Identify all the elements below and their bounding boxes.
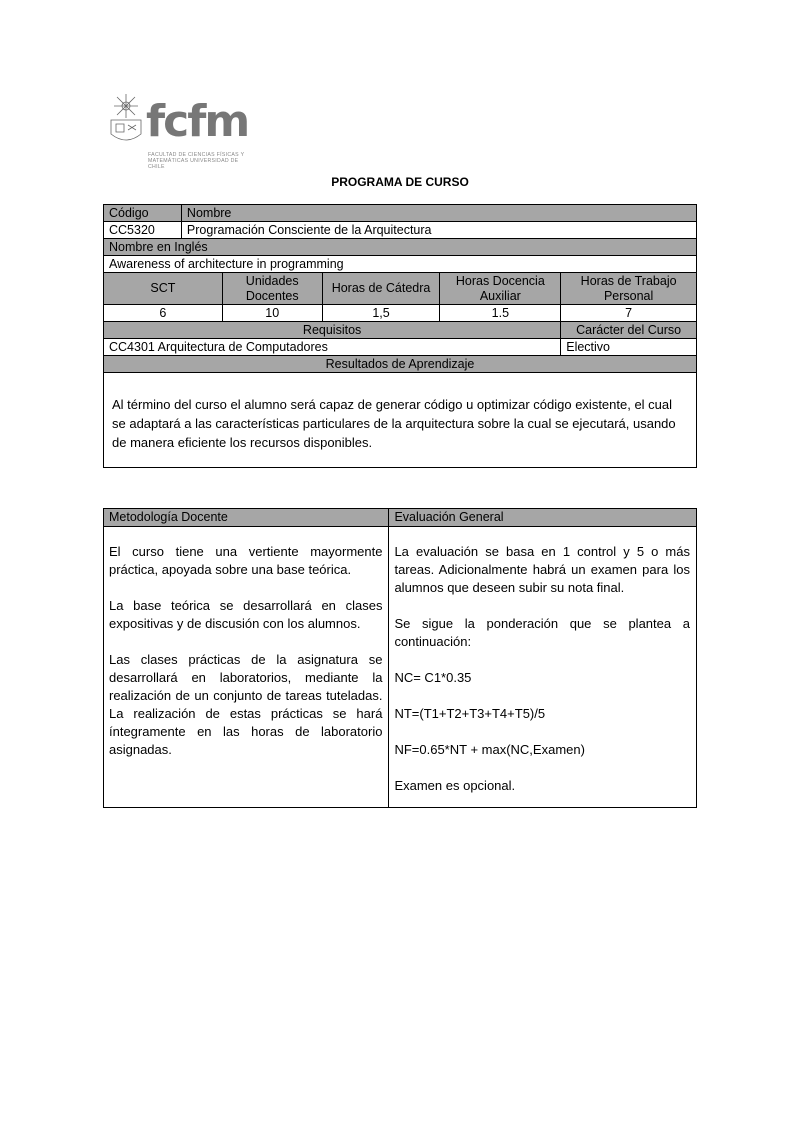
logo-subtitle: FACULTAD DE CIENCIAS FÍSICAS Y MATEMÁTICAS UNIVERSIDAD DE CHILE bbox=[148, 152, 245, 170]
english-name-header: Nombre en Inglés bbox=[104, 239, 697, 256]
logo-wordmark: fcfm bbox=[146, 96, 249, 147]
methodology-paragraph: Las clases prácticas de la asignatura se desarrollará en laboratorios, mediante la realización de un conjunto de tareas tuteladas. La realización de estas prácticas se hará íntegramente en las horas de laboratorio asignadas. bbox=[109, 652, 383, 757]
evaluation-body bbox=[389, 527, 697, 808]
requirements-value: CC4301 Arquitectura de Computadores bbox=[104, 339, 561, 356]
fcfm-logo bbox=[108, 94, 249, 176]
table-row bbox=[104, 356, 697, 373]
methodology-evaluation-table bbox=[103, 508, 697, 808]
requirements-header: Requisitos bbox=[104, 322, 561, 339]
outcomes-text: Al término del curso el alumno será capaz de generar código u optimizar código existente, el cual se adaptará a las características particulares de la arquitectura sobre la cual se ejecutará, usando de manera eficiente los recursos disponibles. bbox=[104, 373, 697, 468]
methodology-body bbox=[104, 527, 389, 808]
auxiliary-hours-header: Horas Docencia Auxiliar bbox=[440, 273, 561, 305]
table-row bbox=[104, 256, 697, 273]
table-row bbox=[104, 322, 697, 339]
table-row bbox=[104, 239, 697, 256]
table-row bbox=[104, 205, 697, 222]
course-code: CC5320 bbox=[104, 222, 182, 239]
evaluation-paragraph: Se sigue la ponderación que se plantea a continuación: bbox=[394, 616, 690, 649]
table-row bbox=[104, 509, 697, 527]
course-name: Programación Consciente de la Arquitectura bbox=[181, 222, 696, 239]
evaluation-header: Evaluación General bbox=[389, 509, 697, 527]
evaluation-paragraph: La evaluación se basa en 1 control y 5 o más tareas. Adicionalmente habrá un examen para los alumnos que deseen subir su nota final. bbox=[394, 544, 690, 595]
lecture-hours-value: 1,5 bbox=[322, 305, 440, 322]
table-row bbox=[104, 222, 697, 239]
methodology-header: Metodología Docente bbox=[104, 509, 389, 527]
auxiliary-hours-value: 1.5 bbox=[440, 305, 561, 322]
personal-hours-value: 7 bbox=[561, 305, 697, 322]
methodology-paragraph: La base teórica se desarrollará en clases expositivas y de discusión con los alumnos. bbox=[109, 598, 383, 631]
sct-value: 6 bbox=[104, 305, 223, 322]
course-info-table bbox=[103, 204, 697, 468]
evaluation-formula-nf: NF=0.65*NT + max(NC,Examen) bbox=[394, 742, 585, 757]
name-header: Nombre bbox=[181, 205, 696, 222]
outcomes-header: Resultados de Aprendizaje bbox=[104, 356, 697, 373]
code-header: Código bbox=[104, 205, 182, 222]
credits-values-row bbox=[104, 305, 697, 322]
character-value: Electivo bbox=[561, 339, 697, 356]
personal-hours-header: Horas de Trabajo Personal bbox=[561, 273, 697, 305]
character-header: Carácter del Curso bbox=[561, 322, 697, 339]
table-row bbox=[104, 339, 697, 356]
units-value: 10 bbox=[222, 305, 322, 322]
university-emblem-icon bbox=[108, 94, 144, 146]
table-row bbox=[104, 373, 697, 468]
english-name: Awareness of architecture in programming bbox=[104, 256, 697, 273]
table-row bbox=[104, 527, 697, 808]
units-header: Unidades Docentes bbox=[222, 273, 322, 305]
credits-header-row bbox=[104, 273, 697, 305]
sct-header: SCT bbox=[104, 273, 223, 305]
evaluation-formula-nc: NC= C1*0.35 bbox=[394, 670, 472, 685]
page-title: PROGRAMA DE CURSO bbox=[331, 175, 469, 189]
evaluation-note: Examen es opcional. bbox=[394, 778, 516, 793]
methodology-paragraph: El curso tiene una vertiente mayormente práctica, apoyada sobre una base teórica. bbox=[109, 544, 383, 577]
lecture-hours-header: Horas de Cátedra bbox=[322, 273, 440, 305]
evaluation-formula-nt: NT=(T1+T2+T3+T4+T5)/5 bbox=[394, 706, 546, 721]
